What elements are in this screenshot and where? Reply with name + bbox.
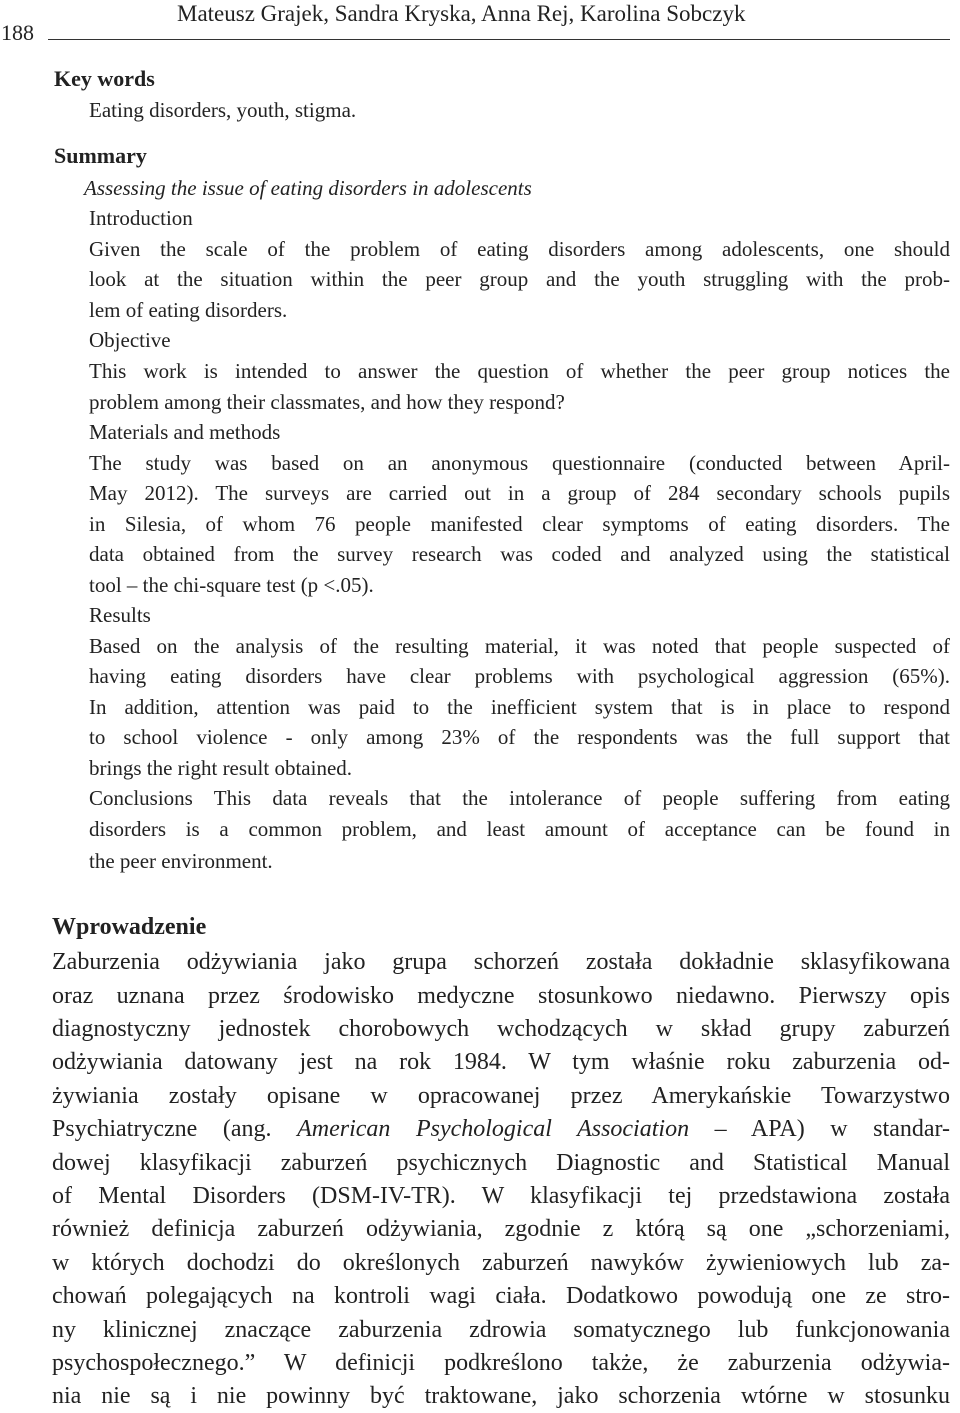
- body-line: nia nie są i nie powinny być traktowane, jako schorzenia wtórne w stosunku: [52, 1383, 950, 1409]
- body-line: dowej klasyfikacji zaburzeń psychicznych Diagnostic and Statistical Manual: [52, 1150, 950, 1176]
- summary-line: in Silesia, of whom 76 people manifested clear symptoms of eating disorders. The: [89, 512, 950, 536]
- keywords-text: Eating disorders, youth, stigma.: [89, 98, 357, 122]
- body-line: diagnostyczny jednostek chorobowych wchodzących w skład grupy zaburzeń: [52, 1016, 950, 1042]
- body-line: psychospołecznego.” W definicji podkreślono także, że zaburzenia odżywia-: [52, 1350, 950, 1376]
- summary-line: problem among their classmates, and how they respond?: [89, 390, 565, 414]
- summary-line: data obtained from the survey research was coded and analyzed using the statistical: [89, 542, 950, 566]
- summary-line: Conclusions This data reveals that the intolerance of people suffering from eating: [89, 786, 950, 810]
- keywords-heading: Key words: [54, 66, 155, 91]
- summary-line: brings the right result obtained.: [89, 756, 353, 780]
- body-line: w których dochodzi do określonych zaburzeń nawyków żywieniowych lub za-: [52, 1250, 950, 1276]
- body-line: ny klinicznej znaczące zaburzenia zdrowia somatycznego lub funkcjonowania: [52, 1317, 950, 1343]
- summary-line: Based on the analysis of the resulting material, it was noted that people suspected of: [89, 634, 950, 658]
- summary-line: disorders is a common problem, and least amount of acceptance can be found in: [89, 817, 950, 841]
- summary-line: Introduction: [89, 206, 193, 230]
- summary-line: Results: [89, 603, 151, 627]
- wprowadzenie-heading: Wprowadzenie: [52, 914, 207, 940]
- summary-line: lem of eating disorders.: [89, 298, 288, 322]
- body-line: of Mental Disorders (DSM-IV-TR). W klasyfikacji tej przedstawiona została: [52, 1183, 950, 1209]
- summary-line: This work is intended to answer the question of whether the peer group notices the: [89, 359, 950, 383]
- summary-heading: Summary: [54, 143, 147, 168]
- summary-line: Objective: [89, 328, 171, 352]
- body-line: odżywiania datowany jest na rok 1984. W tym właśnie roku zaburzenia od-: [52, 1049, 950, 1075]
- running-head-authors: Mateusz Grajek, Sandra Kryska, Anna Rej, Karolina Sobczyk: [177, 1, 746, 26]
- summary-line: the peer environment.: [89, 849, 273, 873]
- body-line: również definicja zaburzeń odżywiania, zgodnie z którą są one „schorzeniami,: [52, 1216, 950, 1242]
- page-header: [0, 0, 960, 46]
- summary-line: In addition, attention was paid to the inefficient system that is in place to respond: [89, 695, 950, 719]
- summary-line: The study was based on an anonymous questionnaire (conducted between April-: [89, 451, 950, 475]
- summary-line: tool – the chi-square test (p <.05).: [89, 573, 374, 597]
- summary-line: May 2012). The surveys are carried out in a group of 284 secondary schools pupils: [89, 481, 950, 505]
- summary-line: Given the scale of the problem of eating disorders among adolescents, one should: [89, 237, 950, 261]
- summary-title: Assessing the issue of eating disorders in adolescents: [84, 176, 532, 200]
- header-rule: [48, 39, 950, 40]
- summary-line: Materials and methods: [89, 420, 281, 444]
- summary-line: having eating disorders have clear problems with psychological aggression (65%).: [89, 664, 950, 688]
- page-number: 188: [1, 20, 34, 45]
- body-line: chowań polegających na kontroli wagi ciała. Dodatkowo powodują one ze stro-: [52, 1283, 950, 1309]
- body-line: oraz uznana przez środowisko medyczne stosunkowo niedawno. Pierwszy opis: [52, 983, 950, 1009]
- body-line-with-italic: [52, 1114, 950, 1144]
- body-line: żywiania zostały opisane w opracowanej przez Amerykańskie Towarzystwo: [52, 1083, 950, 1109]
- italic-organization-name: American Psychological Association: [297, 1116, 690, 1142]
- summary-line: to school violence - only among 23% of the respondents was the full support that: [89, 725, 950, 749]
- body-line: Zaburzenia odżywiania jako grupa schorzeń została dokładnie sklasyfikowana: [52, 949, 950, 975]
- body-line-text: Psychiatryczne (ang. American Psychological Association – APA) w standar-: [52, 1116, 950, 1142]
- summary-line: look at the situation within the peer group and the youth struggling with the prob-: [89, 267, 950, 291]
